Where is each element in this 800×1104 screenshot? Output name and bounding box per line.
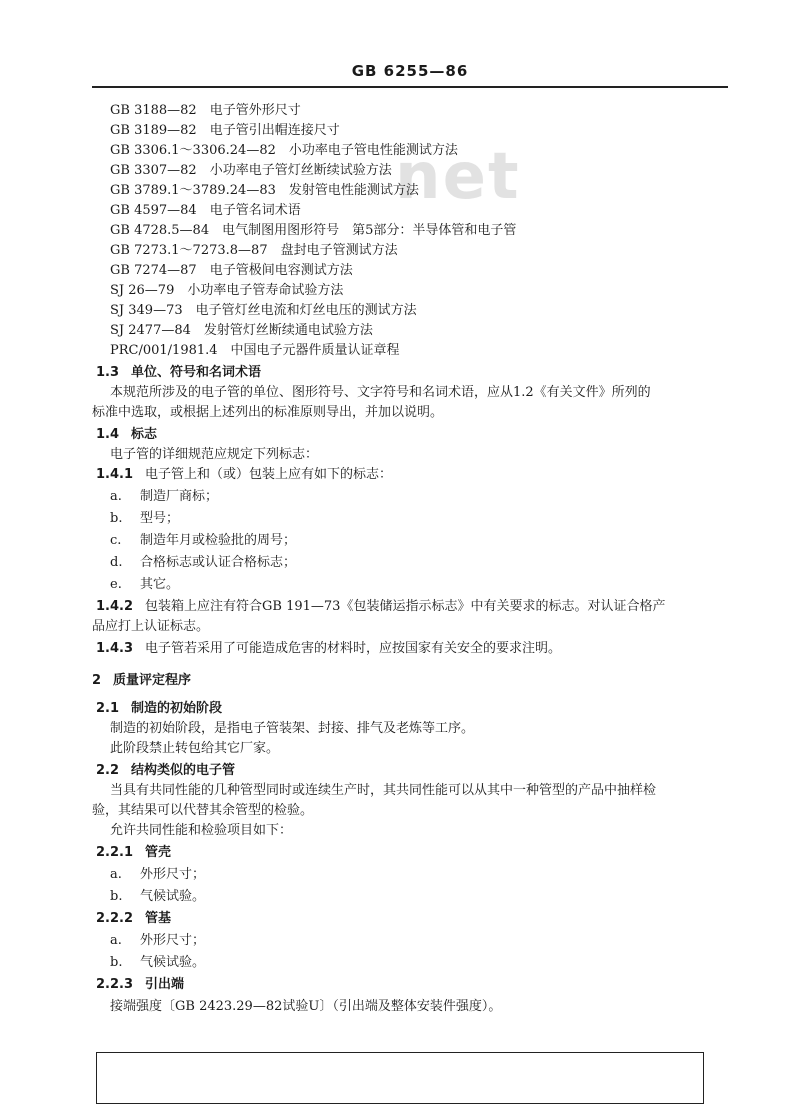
ref-item: PRC/001/1981.4 中国电子元器件质量认证章程: [110, 343, 400, 358]
section-number: 2.2: [96, 763, 120, 778]
section-number: 2.2.2: [96, 911, 134, 926]
ref-item: GB 7274—87 电子管极间电容测试方法: [110, 263, 353, 278]
list-text: 制造厂商标；: [140, 489, 219, 504]
section-number: 1.4: [96, 427, 120, 442]
watermark: net: [395, 140, 521, 214]
ref-item: SJ 349—73 电子管灯丝电流和灯丝电压的测试方法: [110, 303, 417, 318]
ref-item: GB 3789.1～3789.24—83 发射管电性能测试方法: [110, 183, 419, 198]
list-item: [110, 576, 179, 594]
paragraph: 品应打上认证标志。: [92, 619, 210, 634]
list-letter: a.: [110, 867, 122, 882]
clause-number: 1.4.1: [96, 467, 134, 482]
paragraph: 当具有共同性能的几种管型同时或连续生产时，其共同性能可以从其中一种管型的产品中抽样检: [110, 783, 657, 798]
list-text: 气候试验。: [140, 955, 206, 970]
section-2-heading: [92, 672, 191, 690]
section-1-4-heading: [96, 426, 157, 444]
list-item: [110, 510, 179, 528]
section-title: 制造的初始阶段: [131, 701, 223, 716]
list-text: 其它。: [140, 577, 180, 592]
list-text: 合格标志或认证合格标志；: [140, 555, 297, 570]
clause-1-4-1: [96, 466, 392, 484]
clause-1-4-2: [96, 598, 665, 616]
section-1-3-heading: [96, 364, 261, 382]
header-rule: [92, 86, 728, 88]
section-2-2-heading: [96, 762, 235, 780]
section-2-2-1-heading: [96, 844, 171, 862]
list-text: 制造年月或检验批的周号；: [140, 533, 297, 548]
section-2-2-2-heading: [96, 910, 171, 928]
paragraph: 本规范所涉及的电子管的单位、图形符号、文字符号和名词术语，应从1.2《有关文件》所列的: [110, 385, 651, 400]
list-letter: b.: [110, 889, 123, 904]
list-item: [110, 888, 205, 906]
list-item: [110, 532, 296, 550]
section-title: 标志: [131, 427, 158, 442]
list-item: [110, 488, 218, 506]
section-title: 管壳: [145, 845, 172, 860]
clause-text: 电子管上和（或）包装上应有如下的标志：: [145, 467, 393, 482]
clause-number: 1.4.3: [96, 641, 134, 656]
clause-number: 1.4.2: [96, 599, 134, 614]
clause-1-4-3: [96, 640, 561, 658]
paragraph: 制造的初始阶段，是指电子管装架、封接、排气及老炼等工序。: [110, 721, 475, 736]
list-letter: c.: [110, 533, 122, 548]
ref-item: GB 4597—84 电子管名词术语: [110, 203, 301, 218]
list-text: 外形尺寸；: [140, 867, 206, 882]
list-item: [110, 554, 296, 572]
section-title: 质量评定程序: [113, 673, 192, 688]
paragraph: 验，其结果可以代替其余管型的检验。: [92, 803, 314, 818]
paragraph: 接端强度〔GB 2423.29—82试验U〕（引出端及整体安装件强度）。: [110, 999, 502, 1014]
list-letter: b.: [110, 511, 123, 526]
list-letter: d.: [110, 555, 123, 570]
clause-text: 电子管若采用了可能造成危害的材料时，应按国家有关安全的要求注明。: [145, 641, 562, 656]
ref-item: GB 3189—82 电子管引出帽连接尺寸: [110, 123, 340, 138]
section-number: 2: [92, 673, 102, 688]
list-letter: e.: [110, 577, 122, 592]
section-2-1-heading: [96, 700, 222, 718]
ref-item: GB 7273.1～7273.8—87 盘封电子管测试方法: [110, 243, 398, 258]
list-letter: b.: [110, 955, 123, 970]
list-letter: a.: [110, 933, 122, 948]
ref-item: SJ 2477—84 发射管灯丝断续通电试验方法: [110, 323, 373, 338]
list-item: [110, 954, 205, 972]
ref-item: GB 3307—82 小功率电子管灯丝断续试验方法: [110, 163, 392, 178]
section-number: 1.3: [96, 365, 120, 380]
section-number: 2.1: [96, 701, 120, 716]
list-letter: a.: [110, 489, 122, 504]
list-item: [110, 932, 205, 950]
ref-item: SJ 26—79 小功率电子管寿命试验方法: [110, 283, 344, 298]
paragraph: 允许共同性能和检验项目如下：: [110, 823, 293, 838]
list-text: 外形尺寸；: [140, 933, 206, 948]
section-number: 2.2.1: [96, 845, 134, 860]
paragraph: 标准中选取，或根据上述列出的标准原则导出，并加以说明。: [92, 405, 444, 420]
ref-item: GB 4728.5—84 电气制图用图形符号 第5部分：半导体管和电子管: [110, 223, 517, 238]
footer-box: [96, 1052, 704, 1104]
paragraph: 电子管的详细规范应规定下列标志：: [110, 447, 319, 462]
section-number: 2.2.3: [96, 977, 134, 992]
clause-text: 包装箱上应注有符合GB 191—73《包装储运指示标志》中有关要求的标志。对认证合格产: [145, 599, 666, 614]
list-text: 气候试验。: [140, 889, 206, 904]
section-title: 结构类似的电子管: [131, 763, 236, 778]
section-title: 引出端: [145, 977, 185, 992]
page-header-doc-code: GB 6255—86: [351, 62, 469, 80]
list-text: 型号；: [140, 511, 180, 526]
section-2-2-3-heading: [96, 976, 184, 994]
ref-item: GB 3306.1～3306.24—82 小功率电子管电性能测试方法: [110, 143, 458, 158]
paragraph: 此阶段禁止转包给其它厂家。: [110, 741, 280, 756]
section-title: 管基: [145, 911, 172, 926]
ref-item: GB 3188—82 电子管外形尺寸: [110, 103, 301, 118]
section-title: 单位、符号和名词术语: [131, 365, 262, 380]
list-item: [110, 866, 205, 884]
